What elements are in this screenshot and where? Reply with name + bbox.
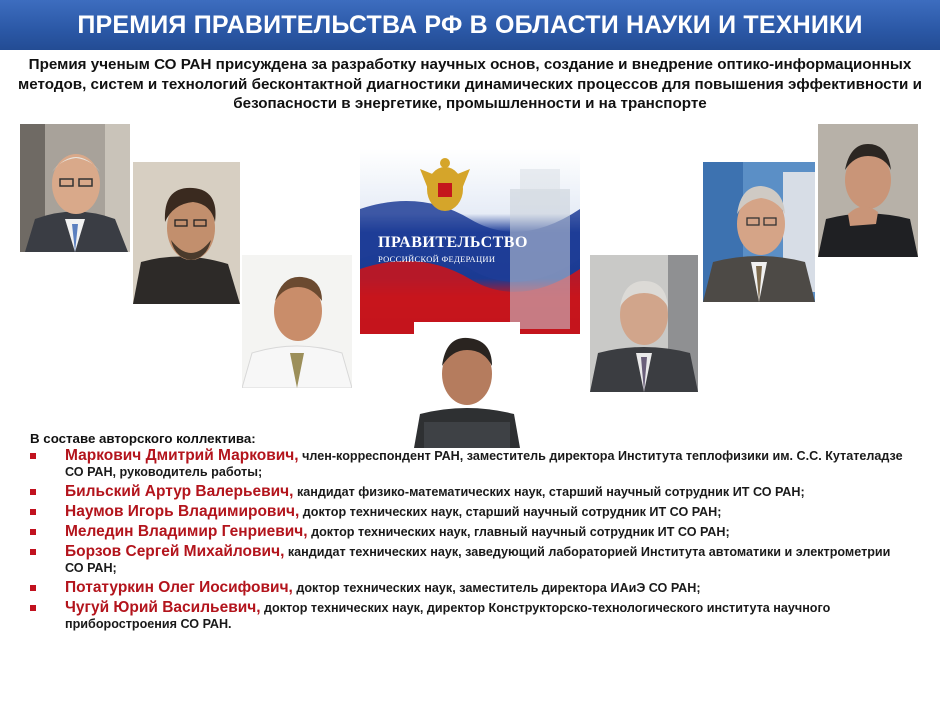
member-description: кандидат физико-математических наук, старший научный сотрудник ИТ СО РАН; xyxy=(293,485,805,499)
photo-laureate-6 xyxy=(703,162,815,302)
bullet-icon xyxy=(30,605,36,611)
bullet-icon xyxy=(30,549,36,555)
photo-laureate-5 xyxy=(590,255,698,392)
photo-laureate-1 xyxy=(20,124,130,252)
member-name: Меледин Владимир Генриевич, xyxy=(65,523,308,540)
photo-laureate-3 xyxy=(242,255,352,388)
team-member-list xyxy=(30,448,910,632)
member-description: доктор технических наук, заместитель директора ИАиЭ СО РАН; xyxy=(292,581,701,595)
bullet-icon xyxy=(30,453,36,459)
member-description: кандидат технических наук, заведующий лабораторией Института автоматики и электрометрии СО РАН; xyxy=(65,545,891,575)
emblem-line2: РОССИЙСКОЙ ФЕДЕРАЦИИ xyxy=(378,254,496,264)
member-description: член-корреспондент РАН, заместитель директора Института теплофизики им. С.С. Кутателадзе СО РАН, руководитель работы; xyxy=(65,449,903,479)
member-name: Наумов Игорь Владимирович, xyxy=(65,503,300,520)
photo-laureate-2 xyxy=(133,162,240,304)
member-name: Борзов Сергей Михайлович, xyxy=(65,543,285,560)
bullet-icon xyxy=(30,509,36,515)
list-item xyxy=(30,524,910,540)
list-item xyxy=(30,504,910,520)
member-name: Маркович Дмитрий Маркович, xyxy=(65,447,299,464)
bullet-icon xyxy=(30,529,36,535)
photo-laureate-7 xyxy=(818,124,918,257)
photo-laureate-4 xyxy=(414,322,520,448)
page-title: ПРЕМИЯ ПРАВИТЕЛЬСТВА РФ В ОБЛАСТИ НАУКИ И ТЕХНИКИ xyxy=(77,10,863,39)
bullet-icon xyxy=(30,585,36,591)
team-heading: В составе авторского коллектива: xyxy=(30,431,256,446)
list-item xyxy=(30,544,910,576)
award-description: Премия ученым СО РАН присуждена за разработку научных основ, создание и внедрение оптико-информационных методов, систем и технологий бесконтактной диагностики динамических процессов для повышения эффективности и безопасности в энергетике, промышленности и на транспорте xyxy=(18,56,922,112)
government-emblem-image xyxy=(360,149,580,334)
emblem-line1: ПРАВИТЕЛЬСТВО xyxy=(378,234,528,251)
bullet-icon xyxy=(30,489,36,495)
title-bar xyxy=(0,0,940,50)
list-item xyxy=(30,600,910,632)
member-description: доктор технических наук, старший научный сотрудник ИТ СО РАН; xyxy=(299,505,722,519)
list-item xyxy=(30,484,910,500)
list-item xyxy=(30,448,910,480)
member-name: Потатуркин Олег Иосифович, xyxy=(65,579,293,596)
member-description: доктор технических наук, директор Конструкторско-технологического института научного приборостроения СО РАН. xyxy=(65,601,831,631)
member-name: Чугуй Юрий Васильевич, xyxy=(65,599,261,616)
list-item xyxy=(30,580,910,596)
member-name: Бильский Артур Валерьевич, xyxy=(65,483,294,500)
member-description: доктор технических наук, главный научный сотрудник ИТ СО РАН; xyxy=(307,525,730,539)
author-team-section xyxy=(30,431,910,636)
